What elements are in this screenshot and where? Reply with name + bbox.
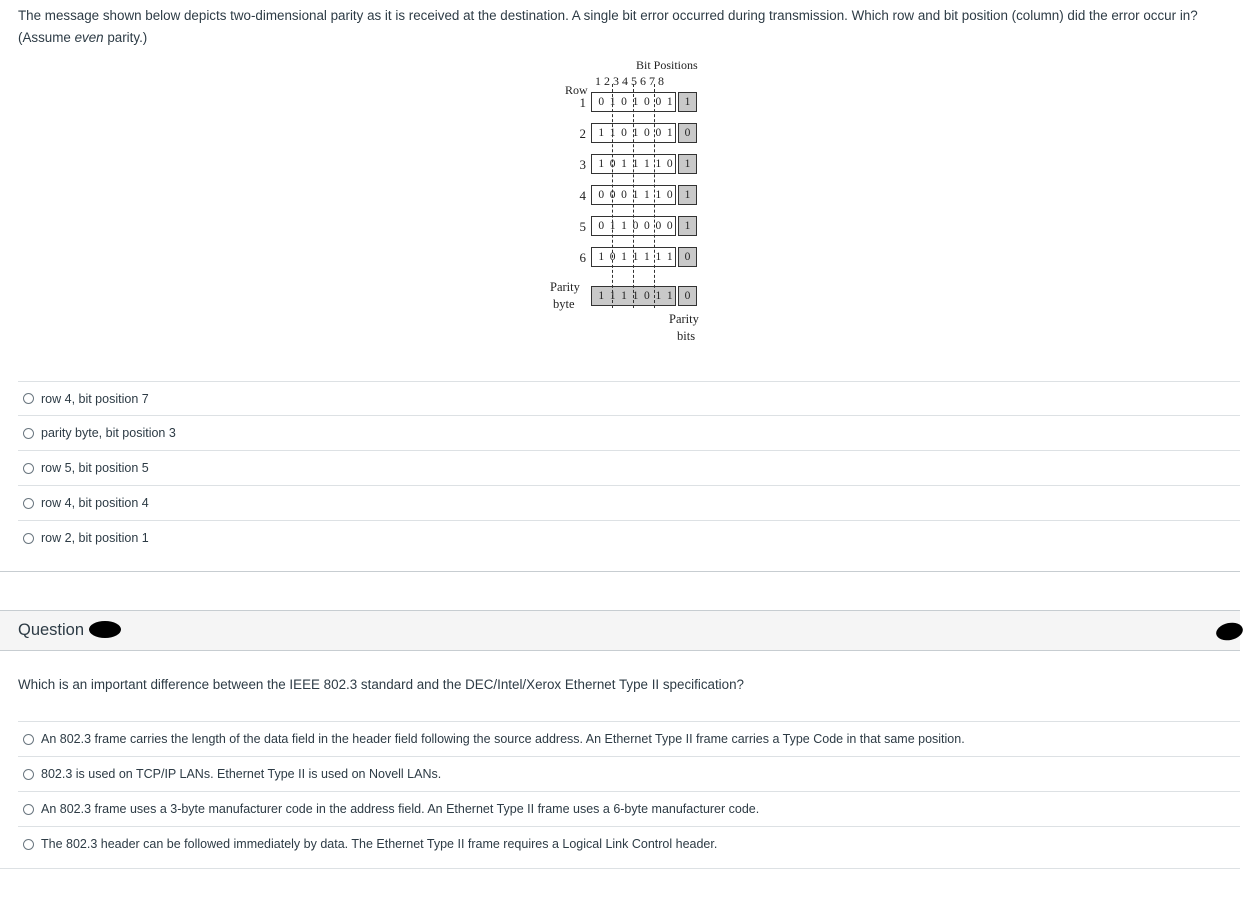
bit-value: 0 — [609, 251, 616, 263]
bit-value: 0 — [655, 96, 662, 108]
question-divider — [0, 571, 1240, 572]
radio-button[interactable] — [23, 734, 34, 745]
parity-byte-label-2: byte — [553, 297, 575, 311]
answer-option[interactable] — [18, 756, 1240, 791]
radio-button[interactable] — [23, 498, 34, 509]
bit-value: 1 — [609, 127, 616, 139]
question2-title: Question — [18, 621, 85, 639]
answer-label: The 802.3 header can be followed immediately by data. The Ethernet Type II frame requires a Logical Link Control header. — [41, 837, 718, 851]
bit-value: 0 — [598, 220, 605, 232]
row-number: 1 — [579, 95, 586, 110]
answer-label: 802.3 is used on TCP/IP LANs. Ethernet Type II is used on Novell LANs. — [41, 767, 442, 781]
bit-value: 0 — [621, 189, 627, 201]
bit-value: 0 — [621, 127, 627, 139]
bit-value: 1 — [598, 251, 605, 263]
answer-label: row 4, bit position 7 — [41, 391, 149, 406]
column-divider — [633, 84, 634, 308]
parity-figure — [545, 58, 715, 348]
bit-value: 1 — [621, 251, 627, 263]
bit-value: 0 — [598, 96, 605, 108]
bit-value: 1 — [644, 189, 650, 201]
answer-label: row 4, bit position 4 — [41, 496, 149, 510]
column-divider — [654, 84, 655, 308]
parity-bit: 0 — [678, 247, 697, 267]
bit-value: 1 — [632, 96, 639, 108]
bit-value: 1 — [598, 158, 605, 170]
bit-value: 1 — [621, 158, 627, 170]
bit-value: 0 — [644, 96, 650, 108]
bit-value: 0 — [632, 220, 639, 232]
radio-button[interactable] — [23, 769, 34, 780]
row-number: 2 — [579, 126, 586, 141]
bit-value: 0 — [655, 220, 662, 232]
answer-option[interactable] — [18, 721, 1240, 756]
bit-value: 0 — [621, 96, 627, 108]
bit-value: 1 — [609, 220, 616, 232]
bit-value: 1 — [632, 189, 639, 201]
bit-value: 1 — [632, 251, 639, 263]
parity-bits-label-2: bits — [677, 329, 696, 343]
radio-button[interactable] — [23, 393, 34, 404]
parity-bit: 1 — [678, 92, 697, 112]
bit-value: 0 — [609, 158, 616, 170]
bit-value: 1 — [632, 290, 639, 302]
bit-value: 0 — [666, 220, 673, 232]
bit-positions-numbers: 1 2 3 4 5 6 7 8 — [595, 74, 664, 88]
bit-value: 1 — [609, 290, 616, 302]
question2-answers — [18, 721, 1240, 861]
bit-value: 1 — [621, 290, 627, 302]
row-number: 5 — [579, 219, 586, 234]
bit-value: 1 — [655, 290, 662, 302]
answer-option[interactable] — [18, 381, 1240, 415]
row-number: 3 — [579, 157, 586, 172]
answer-option[interactable] — [18, 450, 1240, 485]
bit-value: 1 — [666, 290, 673, 302]
bit-value: 1 — [666, 251, 673, 263]
bit-value: 0 — [666, 158, 673, 170]
parity-byte-label-1: Parity — [550, 280, 580, 294]
bit-positions-label: Bit Positions — [636, 58, 698, 72]
parity-bit: 0 — [678, 286, 697, 306]
answer-option[interactable] — [18, 826, 1240, 861]
answer-option[interactable] — [18, 485, 1240, 520]
bit-value: 0 — [644, 290, 650, 302]
answer-option[interactable] — [18, 791, 1240, 826]
bit-value: 1 — [655, 158, 662, 170]
question1-answers — [18, 381, 1240, 555]
parity-bit: 1 — [678, 154, 697, 174]
row-number: 6 — [579, 250, 586, 265]
bit-value: 1 — [598, 290, 605, 302]
parity-bit: 1 — [678, 216, 697, 236]
question1-prompt-part1: The message shown below depicts two-dimensional parity as it is received at the destination. A single bit error occurred during transmission. Which row and bit position (column) did the error occur in? (Assume — [18, 8, 1198, 45]
bit-value: 0 — [666, 189, 673, 201]
bit-value: 1 — [632, 158, 639, 170]
parity-bit: 0 — [678, 123, 697, 143]
answer-option[interactable] — [18, 520, 1240, 555]
row-number: 4 — [579, 188, 586, 203]
bit-value: 1 — [632, 127, 639, 139]
bit-value: 1 — [644, 158, 650, 170]
bit-value: 1 — [655, 251, 662, 263]
redaction-mark — [1215, 620, 1243, 642]
radio-button[interactable] — [23, 804, 34, 815]
bit-value: 0 — [598, 189, 605, 201]
bit-value: 0 — [644, 220, 650, 232]
answer-label: An 802.3 frame carries the length of the data field in the header field following the source address. An Ethernet Type II frame carries a Type Code in that same position. — [41, 732, 965, 746]
bit-value: 0 — [655, 127, 662, 139]
bit-value: 1 — [655, 189, 662, 201]
answer-label: An 802.3 frame uses a 3-byte manufacturer code in the address field. An Ethernet Type II frame uses a 6-byte manufacturer code. — [41, 802, 760, 816]
radio-button[interactable] — [23, 463, 34, 474]
question2-prompt: Which is an important difference between the IEEE 802.3 standard and the DEC/Intel/Xerox Ethernet Type II specification? — [18, 677, 744, 692]
answer-label: row 5, bit position 5 — [41, 461, 149, 475]
bottom-divider — [0, 868, 1240, 869]
bit-value: 1 — [609, 96, 616, 108]
bit-value: 1 — [621, 220, 627, 232]
answer-option[interactable] — [18, 415, 1240, 450]
answer-label: row 2, bit position 1 — [41, 531, 149, 545]
redaction-mark — [89, 621, 121, 638]
bit-value: 1 — [598, 127, 605, 139]
answer-label: parity byte, bit position 3 — [41, 426, 176, 440]
radio-button[interactable] — [23, 428, 34, 439]
radio-button[interactable] — [23, 839, 34, 850]
question1-prompt — [18, 5, 1233, 49]
bit-value: 1 — [644, 251, 650, 263]
bit-value: 1 — [666, 127, 673, 139]
parity-bits-label-1: Parity — [669, 312, 699, 326]
bit-value: 0 — [644, 127, 650, 139]
column-divider — [612, 84, 613, 308]
question2-header — [0, 610, 1240, 651]
radio-button[interactable] — [23, 533, 34, 544]
parity-bit: 1 — [678, 185, 697, 205]
row-label: Row — [565, 83, 588, 97]
bit-value: 1 — [666, 96, 673, 108]
question1-prompt-part2: parity.) — [103, 30, 148, 45]
bit-value: 0 — [609, 189, 616, 201]
question1-prompt-emphasis: even — [74, 30, 104, 45]
